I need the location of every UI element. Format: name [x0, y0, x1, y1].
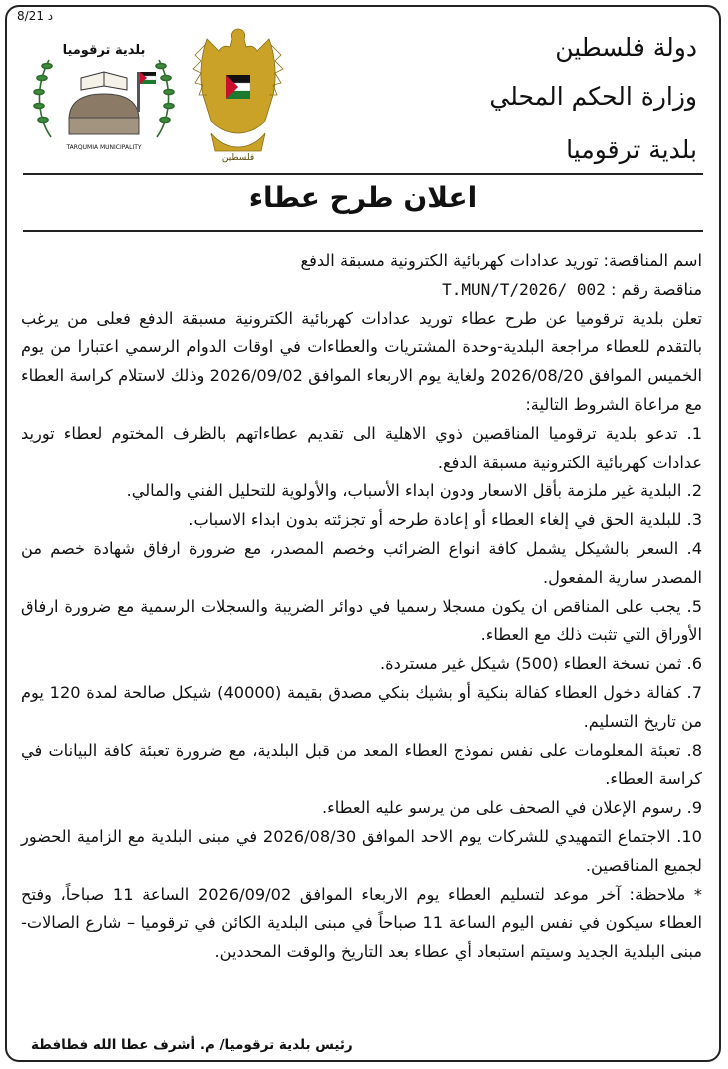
- divider-bottom: [23, 230, 703, 232]
- signature-line: رئيس بلدية ترقوميا/ م. أشرف عطا الله فطافطة: [31, 1037, 353, 1053]
- condition-8: 8. تعبئة المعلومات على نفس نموذج العطاء المعد من قبل البلدية، مع ضرورة تعبئة كافة البيانات في كراسة العطاء.: [21, 740, 702, 789]
- condition-10: 10. الاجتماع التمهيدي للشركات يوم الاحد الموافق 2026/08/30 في مبنى البلدية مع الزامية الحضور لجميع المناقصين.: [21, 826, 702, 875]
- condition-6: 6. ثمن نسخة العطاء (500) شيكل غير مستردة.: [379, 654, 702, 674]
- condition-1: 1. تدعو بلدية ترقوميا المناقصين ذوي الاهلية الى تقديم عطاءاتهم بالظرف المختوم لعطاء توريد عدادات كهربائية الكترونية مسبقة الدفع.: [21, 423, 702, 472]
- condition-3: 3. للبلدية الحق في إلغاء العطاء أو إعادة طرحه أو تجزئته بدون ابداء الاسباب.: [188, 510, 702, 530]
- announcement-title: اعلان طرح عطاء: [248, 181, 478, 214]
- header-block: [489, 29, 697, 162]
- condition-4: 4. السعر بالشيكل يشمل كافة انواع الضرائب وخصم المصدر، مع ضرورة ارفاق شهادة خصم من المصدر سارية المفعول.: [21, 538, 702, 587]
- tender-name: اسم المناقصة: توريد عدادات كهربائية الكترونية مسبقة الدفع: [300, 251, 702, 270]
- announcement-body: [21, 247, 702, 967]
- header-state: دولة فلسطين: [555, 33, 697, 62]
- seal-arabic-name: بلدية ترقوميا: [62, 43, 146, 58]
- tender-number: T.MUN/T/2026/ 002: [442, 279, 606, 299]
- palestine-eagle-emblem-icon: [189, 25, 287, 165]
- advertisement-frame: [5, 5, 721, 1062]
- intro-paragraph: تعلن بلدية ترقوميا عن طرح عطاء توريد عدادات كهربائية الكترونية مسبقة الدفع فعلى من يرغب بالتقدم للعطاء مراجعة البلدية-وحدة المشتريات والعطاءات في اوقات الدوام الرسمي اعتبارا من يوم الخميس الموافق 2026/08/20 ولغاية يوم الاربعاء الموافق 2026/09/02 وذلك لاستلام كراسة العطاء مع مراعاة الشروط التالية:: [21, 308, 703, 414]
- tender-number-line: [21, 276, 702, 305]
- document-code: 8/21 د: [17, 9, 54, 23]
- municipality-seal-icon: [29, 32, 179, 157]
- seal-english-name: TARQUMIA MUNICIPALITY: [66, 144, 142, 151]
- emblem-caption: فلسطين: [221, 153, 255, 163]
- condition-5: 5. يجب على المناقص ان يكون مسجلا رسميا في دوائر الضريبة والسجلات الرسمية مع ضرورة ارفاق الأوراق التي تثبت ذلك مع العطاء.: [21, 596, 702, 645]
- condition-9: 9. رسوم الإعلان في الصحف على من يرسو عليه العطاء.: [321, 798, 702, 818]
- note-paragraph: * ملاحظة: آخر موعد لتسليم العطاء يوم الاربعاء الموافق 2026/09/02 الساعة 11 صباحاً، وفتح العطاء سيكون في نفس اليوم الساعة 11 صباحاً في مبنى البلدية الكائن في ترقوميا – شارع الصالات-مبنى البلدية الجديد وسيتم استبعاد أي عطاء بعد التاريخ والوقت المحددين.: [21, 884, 702, 962]
- tender-number-label: مناقصة رقم :: [605, 279, 702, 299]
- header-ministry: وزارة الحكم المحلي: [489, 82, 697, 111]
- condition-2: 2. البلدية غير ملزمة بأقل الاسعار ودون ابداء الأسباب، والأولوية للتحليل الفني والمالي.: [126, 481, 702, 501]
- header-municipality: بلدية ترقوميا: [566, 135, 697, 164]
- condition-7: 7. كفالة دخول العطاء كفالة بنكية أو بشيك بنكي مصدق بقيمة (40000) شيكل صالحة لمدة 120 يوم من تاريخ التسليم.: [21, 682, 702, 731]
- divider-top: [23, 173, 703, 175]
